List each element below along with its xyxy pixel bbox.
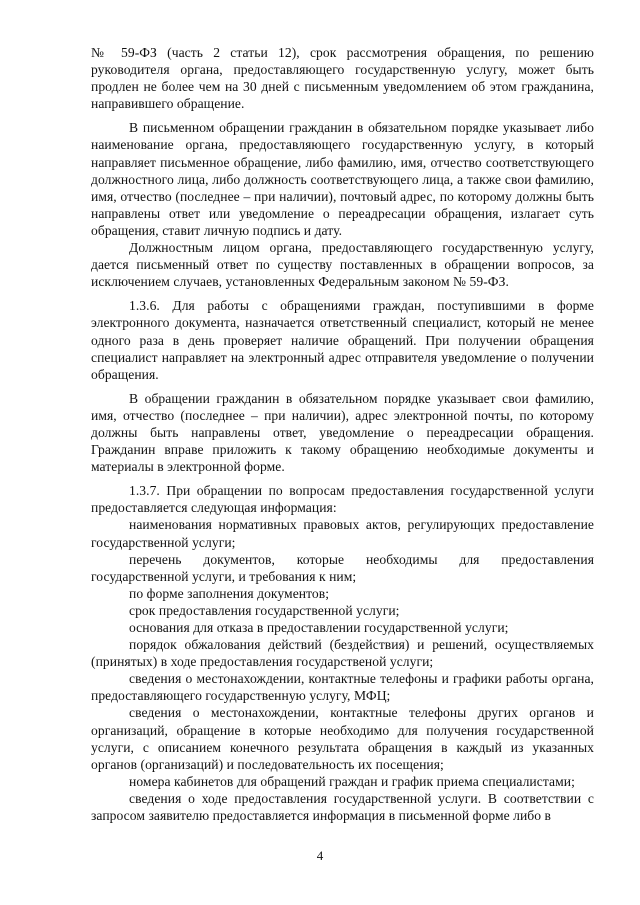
list-item-authority-contacts: сведения о местонахождении, контактные телефоны и графики работы органа, предоставляющего государственную услугу, МФЦ; [91,671,594,704]
list-item-refusal-grounds: основания для отказа в предоставлении государственной услуги; [129,620,509,635]
list-item-document-list: перечень документов, которые необходимы для предоставления государственной услуги, и требования к ним; [91,551,594,584]
paragraph-spacer [91,112,594,119]
paragraph-electronic-appeal: В обращении гражданин в обязательном порядке указывает свои фамилию, имя, отчество (последнее – при наличии), адрес электронной почты, по которому должны быть направлены ответ, уведомление о переадресации обращения. Гражданин вправе приложить к такому обращению необходимые документы и материалы в электронной форме. [91,390,594,475]
list-item-office-numbers: номера кабинетов для обращений граждан и график приема специалистами; [129,773,575,789]
list-item-service-progress: сведения о ходе предоставления государственной услуги. В соответствии с запросом заявителю предоставляется информация в письменной форме либо в [91,790,594,824]
paragraph-section-1-3-6: 1.3.6. Для работы с обращениями граждан, поступившими в форме электронного документа, назначается ответственный специалист, который не менее одного раза в день проверяет наличие обращений. При получении обращения специалист направляет на электронный адрес отправителя уведомление о получении обращения. [91,298,594,382]
paragraph-written-appeal: В письменном обращении гражданин в обязательном порядке указывает либо наименование органа, предоставляющего государственную услугу, в который направляет письменное обращение, либо фамилию, имя, отчество соответствующего должностного лица, либо должность соответствующего лица, а также свои фамилию, имя, отчество (последнее – при наличии), почтовый адрес, по которому должны быть направлены ответ или уведомление о переадресации обращения, излагает суть обращения, ставит личную подпись и дату. [91,120,594,238]
document-body [91,44,594,824]
paragraph-spacer [91,475,594,482]
paragraph-spacer [91,290,594,297]
paragraph-spacer [91,383,594,390]
list-item-service-term: срок предоставления государственной услуги; [129,602,400,618]
paragraph-review-period: № 59-ФЗ (часть 2 статьи 12), срок рассмотрения обращения, по решению руководителя органа, предоставляющего государственную услугу, может быть продлен не более чем на 30 дней с письменным уведомлением об этом гражданина, направившего обращение. [91,45,594,112]
list-item-appeal-procedure: порядок обжалования действий (бездействия) и решений, осуществляемых (принятых) в ходе предоставления государственой услуги; [91,637,594,670]
paragraph-section-1-3-7: 1.3.7. При обращении по вопросам предоставления государственной услуги предоставляется следующая информация: [91,483,594,516]
list-item-form-filling: по форме заполнения документов; [129,585,330,601]
page-number: 4 [316,848,324,863]
list-item-other-organizations: сведения о местонахождении, контактные телефоны других органов и организаций, обращение в которые необходимо для получения государственной услуги, с описанием конечного результата обращения в каждый из указанных органов (организаций) и последовательность их посещения; [91,705,594,772]
list-item-legal-acts: наименования нормативных правовых актов, регулирующих предоставление государственной услуги; [91,517,594,550]
paragraph-written-response: Должностным лицом органа, предоставляющего государственную услугу, дается письменный ответ по существу поставленных в обращении вопросов, за исключением случаев, установленных Федеральным законом № 59-ФЗ. [91,240,594,290]
